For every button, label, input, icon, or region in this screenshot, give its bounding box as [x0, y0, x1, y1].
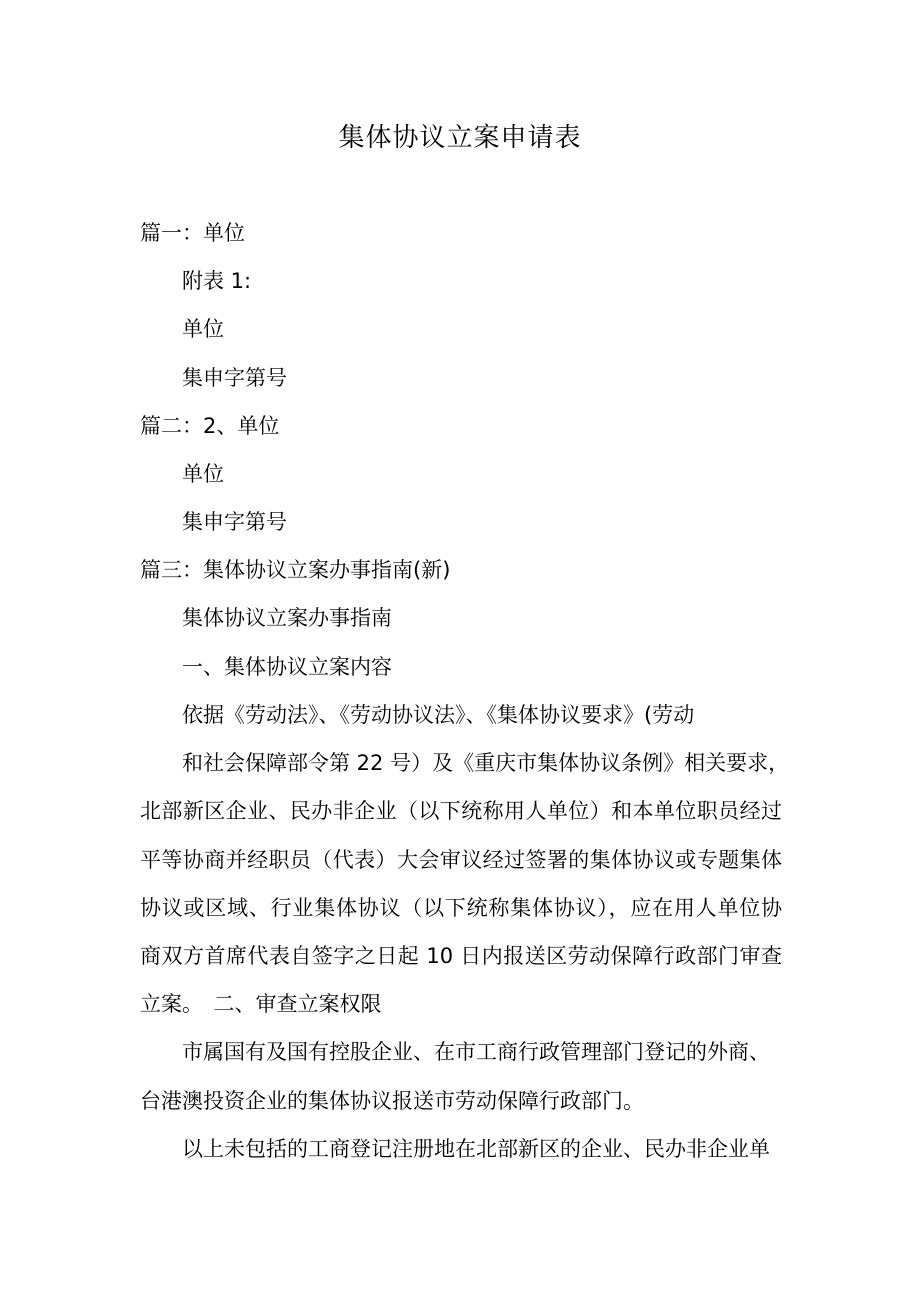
document-title: 集体协议立案申请表: [338, 123, 582, 153]
paragraph-line: 立案。 二、审查立案权限: [140, 992, 382, 1016]
section-heading-1: 篇一：单位: [140, 221, 245, 245]
paragraph-line: 依据《劳动法》、《劳动协议法》、《集体协议要求》(劳动: [182, 703, 695, 727]
paragraph-line: 台港澳投资企业的集体协议报送市劳动保障行政部门。: [140, 1089, 644, 1113]
subsection-heading: 一、集体协议立案内容: [182, 655, 392, 679]
paragraph-line: 平等协商并经职员（代表）大会审议经过签署的集体协议或专题集体: [140, 848, 782, 872]
section-heading-2: 篇二：2、单位: [140, 414, 280, 438]
paragraph-line: 商双方首席代表自签字之日起 10 日内报送区劳动保障行政部门审查: [140, 944, 782, 968]
section-heading-3: 篇三：集体协议立案办事指南(新): [140, 558, 451, 582]
paragraph-line: 市属国有及国有控股企业、在市工商行政管理部门登记的外商、: [182, 1040, 770, 1064]
paragraph-line: 以上未包括的工商登记注册地在北部新区的企业、民办非企业单: [182, 1137, 770, 1161]
paragraph-line: 协议或区域、行业集体协议（以下统称集体协议），应在用人单位协: [140, 896, 782, 920]
paragraph-line: 和社会保障部令第 22 号）及《重庆市集体协议条例》相关要求，: [182, 751, 790, 775]
text-line: 单位: [182, 462, 224, 486]
paragraph-line: 北部新区企业、民办非企业（以下统称用人单位）和本单位职员经过: [140, 799, 782, 823]
text-line: 单位: [182, 317, 224, 341]
text-line: 集申字第号: [182, 510, 287, 534]
subtitle-line: 集体协议立案办事指南: [182, 606, 392, 630]
text-line: 附表 1:: [182, 269, 252, 293]
text-line: 集申字第号: [182, 366, 287, 390]
